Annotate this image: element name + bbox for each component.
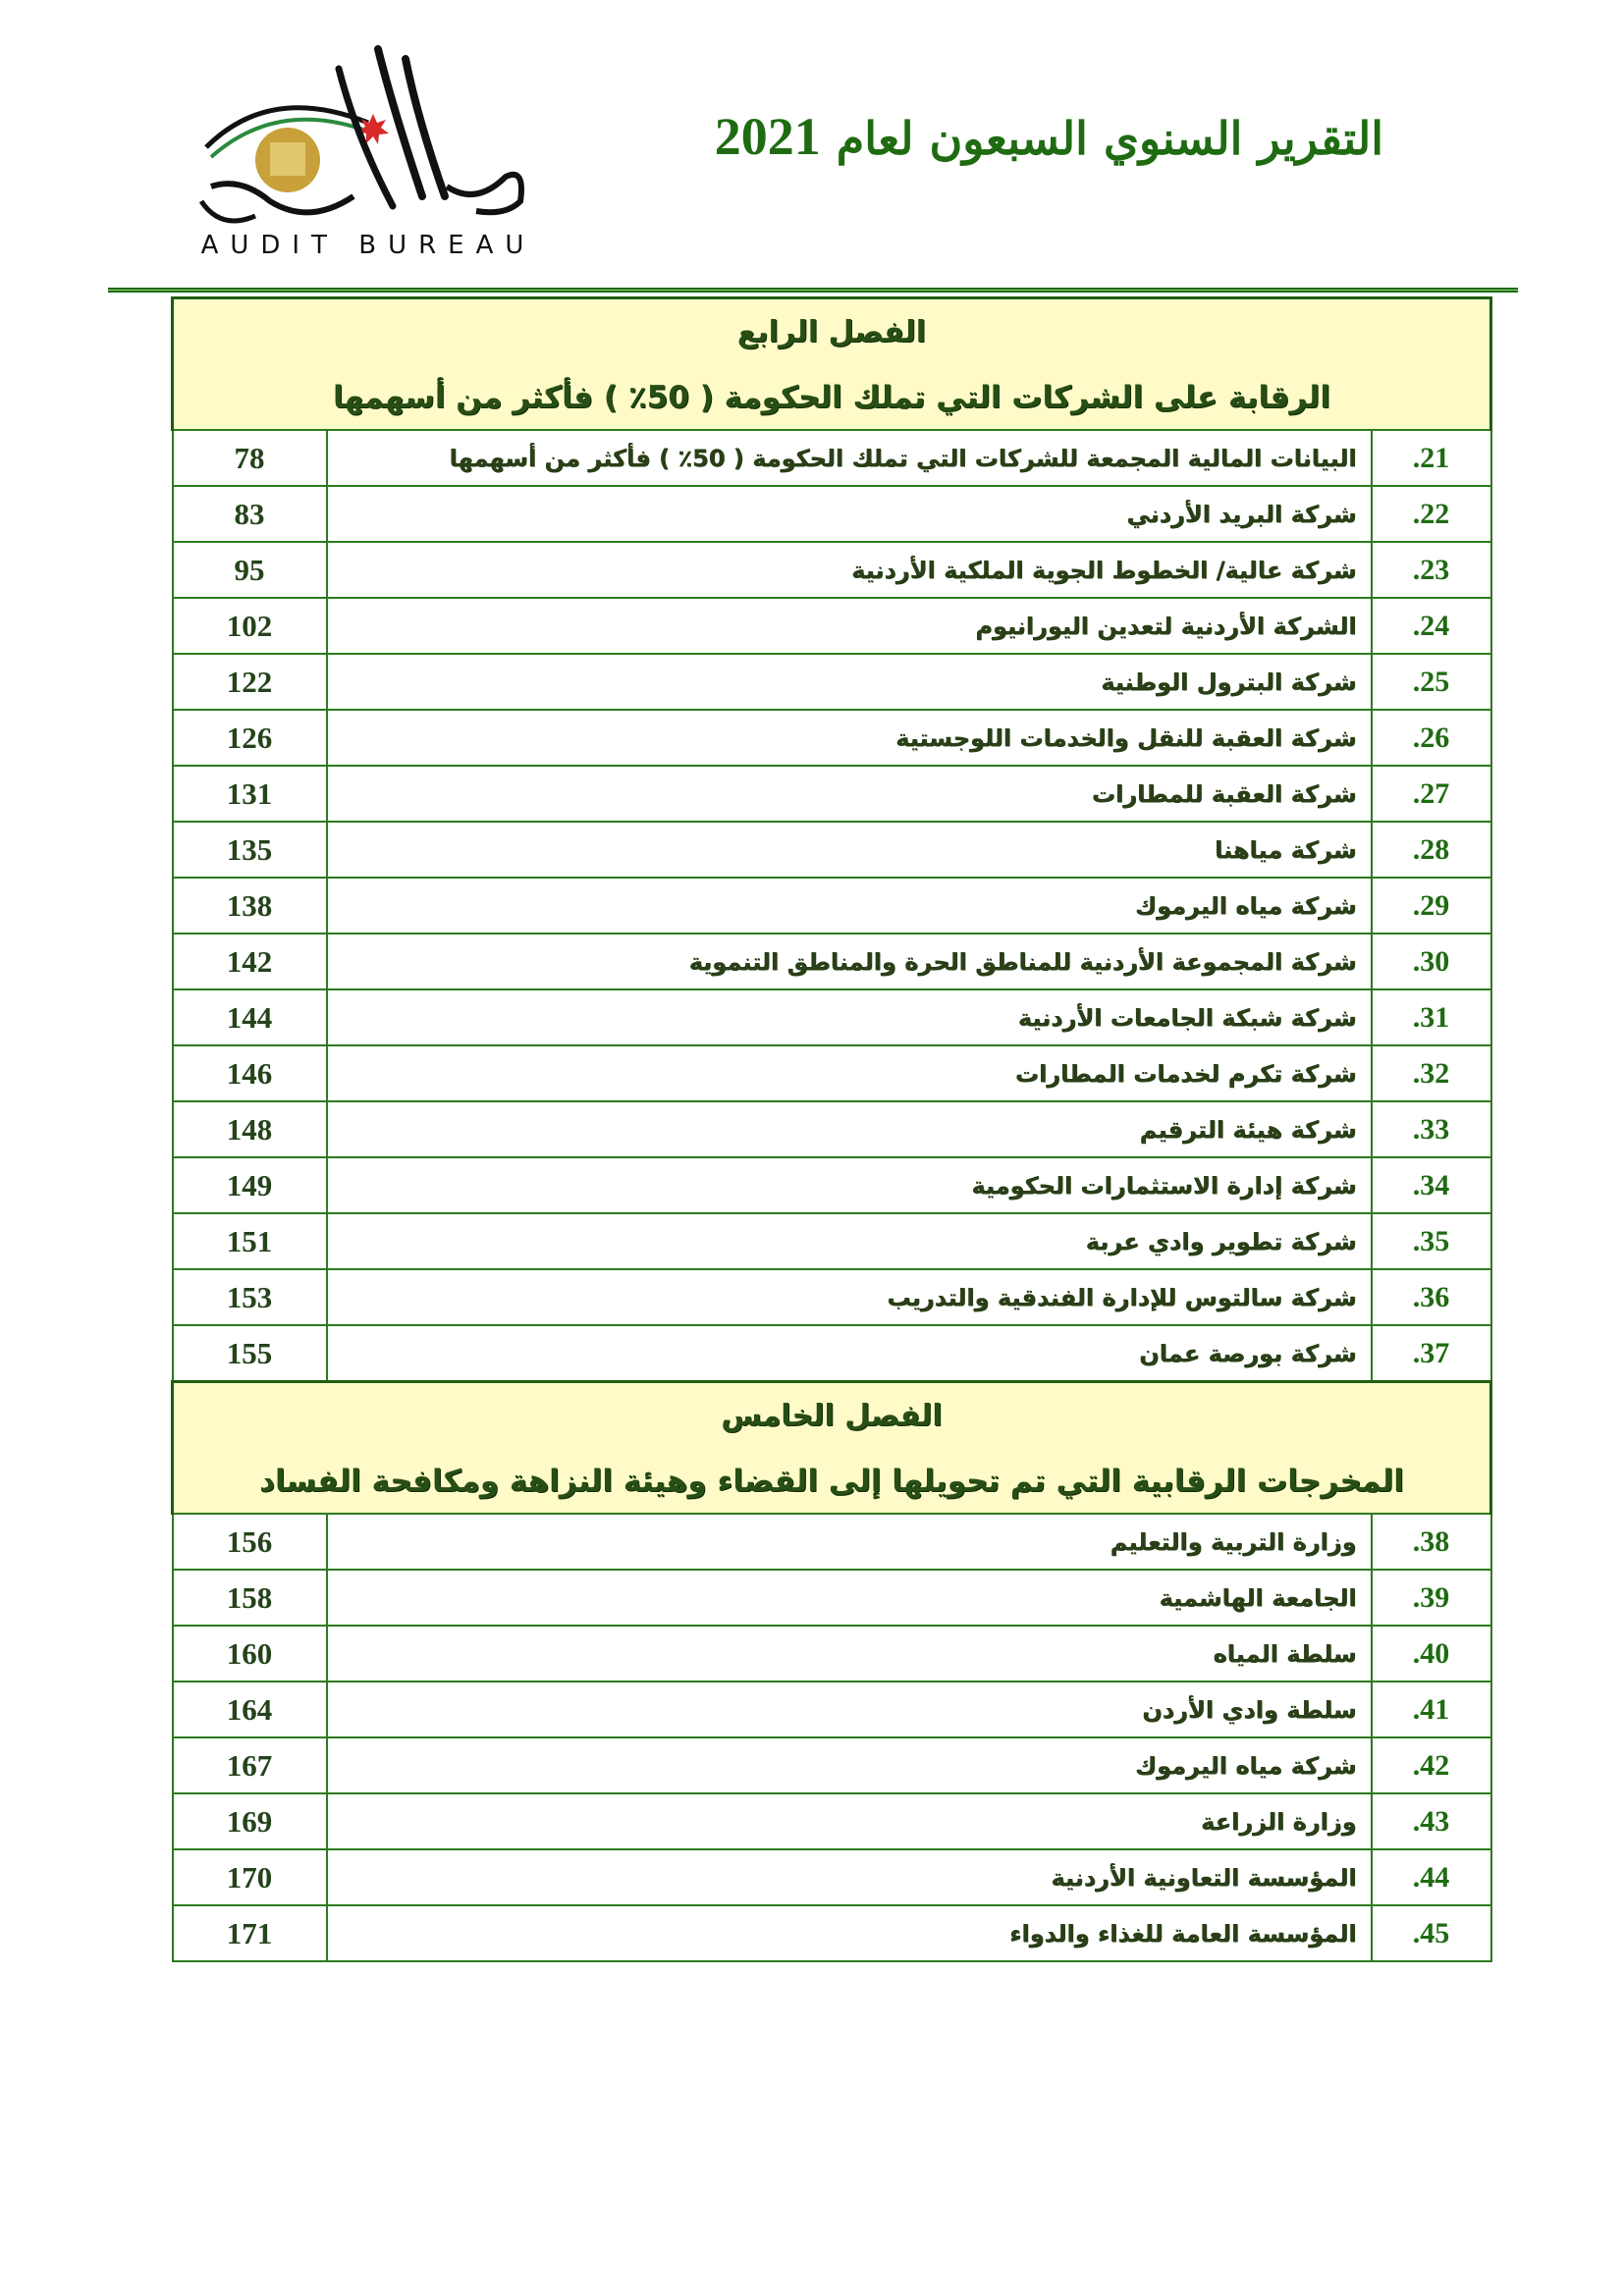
item-page: 102 — [173, 598, 327, 654]
item-title[interactable]: شركة بورصة عمان — [327, 1325, 1372, 1382]
item-title[interactable]: الشركة الأردنية لتعدين اليورانيوم — [327, 598, 1372, 654]
toc-row[interactable] — [173, 1682, 1491, 1737]
item-number: 22. — [1372, 486, 1491, 542]
item-title[interactable]: المؤسسة التعاونية الأردنية — [327, 1849, 1372, 1905]
item-number: 41. — [1372, 1682, 1491, 1737]
chapter-subtitle: الرقابة على الشركات التي تملك الحكومة ( 50٪ ) فأكثر من أسهمها — [333, 380, 1330, 415]
toc-row[interactable] — [173, 1213, 1491, 1269]
item-number: 27. — [1372, 766, 1491, 822]
item-number: 37. — [1372, 1325, 1491, 1382]
toc-row[interactable] — [173, 878, 1491, 934]
header-divider — [108, 288, 1518, 293]
toc-row[interactable] — [173, 486, 1491, 542]
item-page: 126 — [173, 710, 327, 766]
chapter-title: الفصل الرابع — [736, 315, 927, 349]
item-number: 34. — [1372, 1157, 1491, 1213]
chapter-subtitle: المخرجات الرقابية التي تم تحويلها إلى القضاء وهيئة النزاهة ومكافحة الفساد — [259, 1464, 1404, 1499]
item-title[interactable]: شركة مياه اليرموك — [327, 1737, 1372, 1793]
toc-row[interactable] — [173, 934, 1491, 989]
item-title[interactable]: سلطة المياه — [327, 1626, 1372, 1682]
item-page: 138 — [173, 878, 327, 934]
section-header — [173, 1382, 1491, 1515]
audit-bureau-logo — [182, 29, 555, 265]
toc-row[interactable] — [173, 1626, 1491, 1682]
toc-row[interactable] — [173, 430, 1491, 486]
toc-row[interactable] — [173, 598, 1491, 654]
item-title[interactable]: شركة العقبة للمطارات — [327, 766, 1372, 822]
toc-row[interactable] — [173, 989, 1491, 1045]
toc-row[interactable] — [173, 1101, 1491, 1157]
item-number: 38. — [1372, 1514, 1491, 1570]
logo-english-name: AUDIT BUREAU — [200, 231, 536, 260]
section-header — [173, 298, 1491, 431]
item-number: 26. — [1372, 710, 1491, 766]
item-page: 158 — [173, 1570, 327, 1626]
item-title[interactable]: شركة تكرم لخدمات المطارات — [327, 1045, 1372, 1101]
item-number: 39. — [1372, 1570, 1491, 1626]
item-number: 42. — [1372, 1737, 1491, 1793]
chapter-title: الفصل الخامس — [721, 1399, 943, 1433]
item-page: 153 — [173, 1269, 327, 1325]
item-page: 78 — [173, 430, 327, 486]
item-title[interactable]: شركة المجموعة الأردنية للمناطق الحرة والمناطق التنموية — [327, 934, 1372, 989]
toc-row[interactable] — [173, 1793, 1491, 1849]
item-page: 144 — [173, 989, 327, 1045]
item-number: 24. — [1372, 598, 1491, 654]
toc-row[interactable] — [173, 1905, 1491, 1961]
toc-row[interactable] — [173, 654, 1491, 710]
toc-row[interactable] — [173, 1157, 1491, 1213]
item-page: 148 — [173, 1101, 327, 1157]
item-title[interactable]: شركة شبكة الجامعات الأردنية — [327, 989, 1372, 1045]
item-number: 36. — [1372, 1269, 1491, 1325]
item-title[interactable]: سلطة وادي الأردن — [327, 1682, 1372, 1737]
item-title[interactable]: شركة تطوير وادي عربة — [327, 1213, 1372, 1269]
item-number: 30. — [1372, 934, 1491, 989]
toc-row[interactable] — [173, 1514, 1491, 1570]
item-number: 29. — [1372, 878, 1491, 934]
item-number: 35. — [1372, 1213, 1491, 1269]
item-title[interactable]: شركة سالتوس للإدارة الفندقية والتدريب — [327, 1269, 1372, 1325]
table-of-contents — [171, 296, 1492, 1962]
report-year: 2021 — [714, 107, 821, 166]
item-page: 171 — [173, 1905, 327, 1961]
item-title[interactable]: شركة مياهنا — [327, 822, 1372, 878]
section-header-cell — [173, 298, 1491, 431]
item-page: 156 — [173, 1514, 327, 1570]
toc-row[interactable] — [173, 1570, 1491, 1626]
item-number: 43. — [1372, 1793, 1491, 1849]
item-page: 170 — [173, 1849, 327, 1905]
item-title[interactable]: شركة العقبة للنقل والخدمات اللوجستية — [327, 710, 1372, 766]
item-number: 44. — [1372, 1849, 1491, 1905]
item-title[interactable]: شركة البريد الأردني — [327, 486, 1372, 542]
toc-row[interactable] — [173, 710, 1491, 766]
item-title[interactable]: شركة عالية/ الخطوط الجوية الملكية الأردنية — [327, 542, 1372, 598]
item-page: 122 — [173, 654, 327, 710]
logo-graphic — [182, 29, 555, 265]
item-title[interactable]: الجامعة الهاشمية — [327, 1570, 1372, 1626]
item-page: 160 — [173, 1626, 327, 1682]
toc-row[interactable] — [173, 1849, 1491, 1905]
section-header-cell — [173, 1382, 1491, 1515]
item-title[interactable]: شركة مياه اليرموك — [327, 878, 1372, 934]
item-number: 25. — [1372, 654, 1491, 710]
item-title[interactable]: شركة البترول الوطنية — [327, 654, 1372, 710]
item-page: 149 — [173, 1157, 327, 1213]
item-number: 40. — [1372, 1626, 1491, 1682]
item-number: 28. — [1372, 822, 1491, 878]
item-number: 32. — [1372, 1045, 1491, 1101]
toc-row[interactable] — [173, 1045, 1491, 1101]
item-page: 169 — [173, 1793, 327, 1849]
item-page: 146 — [173, 1045, 327, 1101]
toc-row[interactable] — [173, 822, 1491, 878]
item-title[interactable]: وزارة التربية والتعليم — [327, 1514, 1372, 1570]
item-number: 23. — [1372, 542, 1491, 598]
item-number: 33. — [1372, 1101, 1491, 1157]
report-title — [715, 106, 1383, 167]
item-page: 131 — [173, 766, 327, 822]
item-page: 151 — [173, 1213, 327, 1269]
item-page: 167 — [173, 1737, 327, 1793]
toc-row[interactable] — [173, 1737, 1491, 1793]
report-title-text: التقرير السنوي السبعون لعام — [836, 112, 1383, 165]
toc-body — [173, 298, 1491, 1962]
toc-row[interactable] — [173, 542, 1491, 598]
item-page: 142 — [173, 934, 327, 989]
item-title[interactable]: وزارة الزراعة — [327, 1793, 1372, 1849]
item-title[interactable]: البيانات المالية المجمعة للشركات التي تملك الحكومة ( 50٪ ) فأكثر من أسهمها — [327, 430, 1372, 486]
toc-row[interactable] — [173, 766, 1491, 822]
item-page: 135 — [173, 822, 327, 878]
item-title[interactable]: شركة إدارة الاستثمارات الحكومية — [327, 1157, 1372, 1213]
item-number: 21. — [1372, 430, 1491, 486]
item-number: 31. — [1372, 989, 1491, 1045]
item-number: 45. — [1372, 1905, 1491, 1961]
toc-row[interactable] — [173, 1325, 1491, 1382]
item-page: 83 — [173, 486, 327, 542]
item-page: 164 — [173, 1682, 327, 1737]
item-page: 95 — [173, 542, 327, 598]
toc-row[interactable] — [173, 1269, 1491, 1325]
item-title[interactable]: شركة هيئة الترقيم — [327, 1101, 1372, 1157]
item-page: 155 — [173, 1325, 327, 1382]
item-title[interactable]: المؤسسة العامة للغذاء والدواء — [327, 1905, 1372, 1961]
